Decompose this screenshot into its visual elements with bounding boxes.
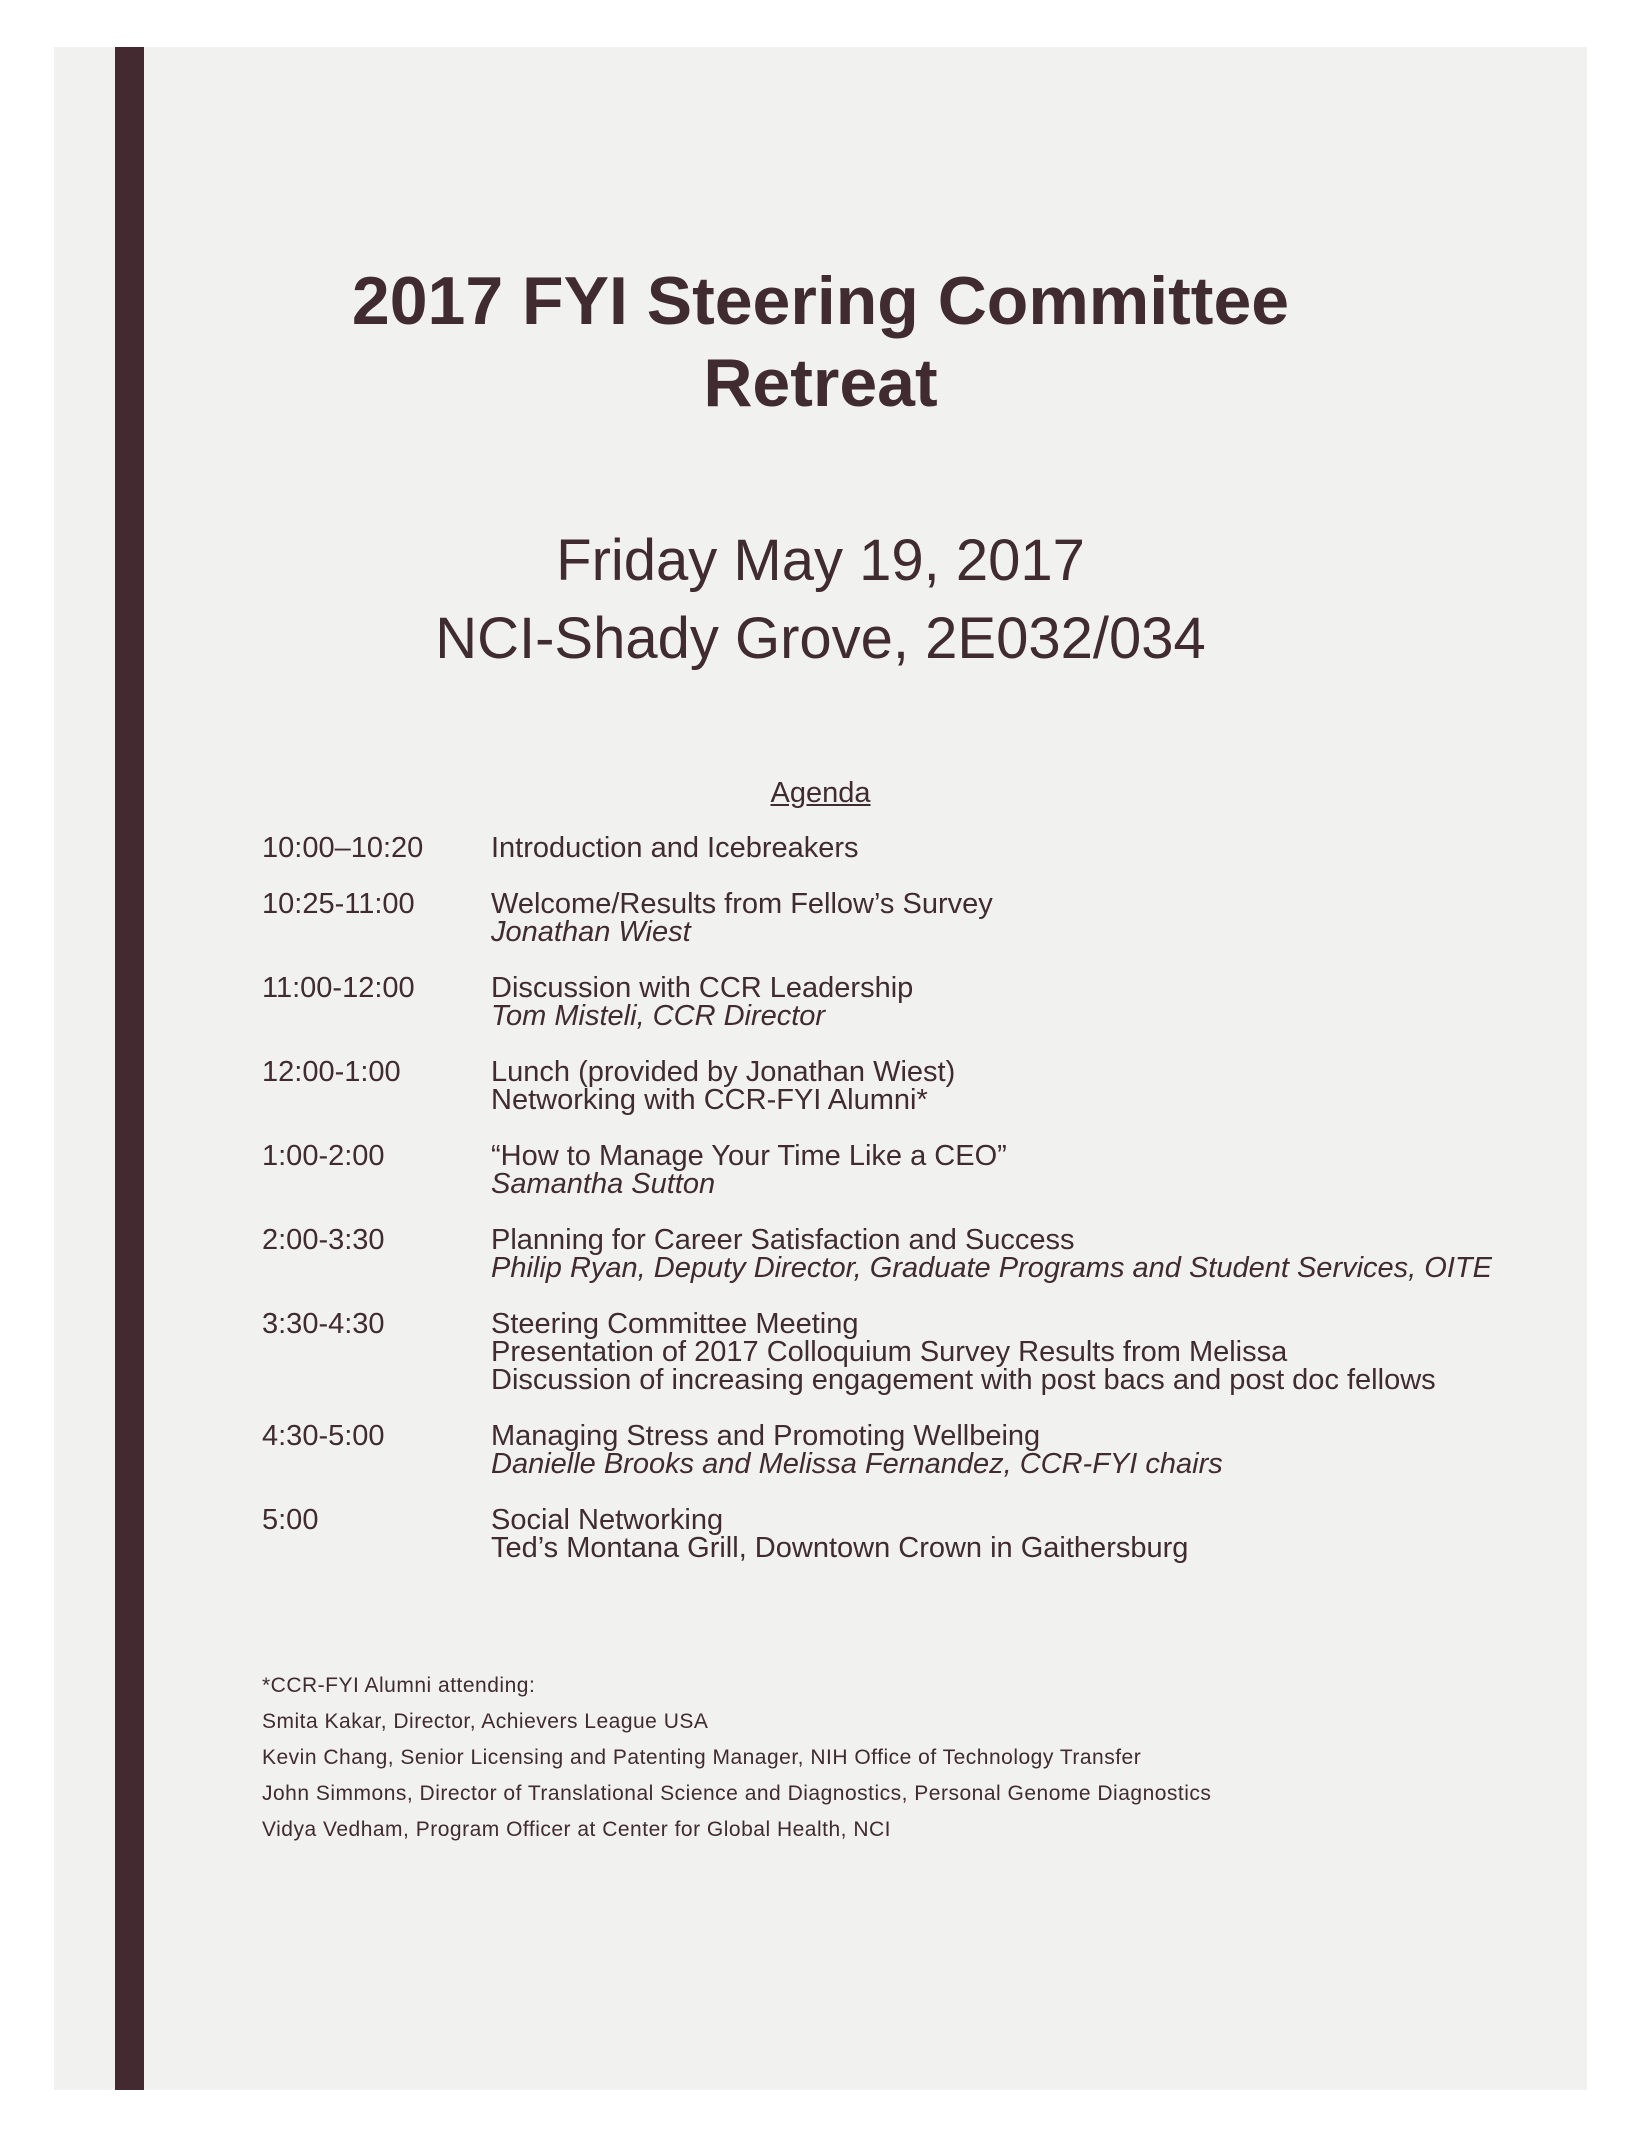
alumni-entry: John Simmons, Director of Translational Science and Diagnostics, Personal Genome Diagnostics — [262, 1782, 1212, 1805]
agenda-item-time: 2:00-3:30 — [262, 1224, 385, 1256]
agenda-item-presenter: Danielle Brooks and Melissa Fernandez, CCR-FYI chairs — [491, 1448, 1223, 1480]
agenda-item-description — [491, 834, 1552, 862]
agenda-item-detail: Discussion of increasing engagement with post bacs and post doc fellows — [491, 1364, 1436, 1396]
alumni-entry: Vidya Vedham, Program Officer at Center for Global Health, NCI — [262, 1818, 891, 1841]
agenda-heading: Agenda — [770, 777, 871, 809]
agenda-item-detail: Ted’s Montana Grill, Downtown Crown in Gaithersburg — [491, 1532, 1189, 1564]
agenda-item-presenter: Tom Misteli, CCR Director — [491, 1000, 826, 1032]
agenda-item-description — [491, 1142, 1552, 1198]
title-line-1: 2017 FYI Steering Committee — [351, 263, 1290, 339]
alumni-heading: *CCR-FYI Alumni attending: — [262, 1674, 536, 1697]
agenda-item — [262, 834, 1552, 862]
alumni-list — [262, 1668, 1211, 1848]
agenda-list — [262, 834, 1552, 1590]
document-page — [54, 47, 1587, 2090]
agenda-item-time: 1:00-2:00 — [262, 1140, 385, 1172]
page-title — [54, 260, 1587, 424]
agenda-item-presenter: Samantha Sutton — [491, 1168, 716, 1200]
agenda-item-title: Social Networking — [491, 1504, 724, 1536]
agenda-item — [262, 1310, 1552, 1394]
title-line-2: Retreat — [703, 345, 938, 421]
agenda-item-title: Introduction and Icebreakers — [491, 832, 859, 864]
agenda-item-time: 10:25-11:00 — [262, 888, 415, 920]
agenda-item-description — [491, 1310, 1552, 1394]
agenda-item-time: 12:00-1:00 — [262, 1056, 401, 1088]
agenda-item-title: Planning for Career Satisfaction and Success — [491, 1224, 1075, 1256]
event-date: Friday May 19, 2017 — [556, 528, 1085, 593]
agenda-item-presenter: Jonathan Wiest — [491, 916, 691, 948]
agenda-item-title: Managing Stress and Promoting Wellbeing — [491, 1420, 1041, 1452]
agenda-item-description — [491, 1226, 1552, 1282]
agenda-item-description — [491, 1506, 1552, 1562]
agenda-item-description — [491, 890, 1552, 946]
agenda-item-detail: Presentation of 2017 Colloquium Survey Results from Melissa — [491, 1336, 1288, 1368]
alumni-entry: Smita Kakar, Director, Achievers League USA — [262, 1710, 709, 1733]
agenda-item-title: Steering Committee Meeting — [491, 1308, 859, 1340]
agenda-item-detail: Networking with CCR-FYI Alumni* — [491, 1084, 928, 1116]
agenda-item-title: Welcome/Results from Fellow’s Survey — [491, 888, 993, 920]
agenda-item-title: Discussion with CCR Leadership — [491, 972, 914, 1004]
event-details — [54, 522, 1587, 678]
agenda-item — [262, 1506, 1552, 1562]
agenda-item-description — [491, 974, 1552, 1030]
agenda-item-time: 3:30-4:30 — [262, 1308, 385, 1340]
agenda-item-time: 11:00-12:00 — [262, 972, 415, 1004]
agenda-item — [262, 890, 1552, 946]
agenda-item — [262, 1422, 1552, 1478]
event-location: NCI-Shady Grove, 2E032/034 — [435, 606, 1206, 671]
agenda-item-presenter: Philip Ryan, Deputy Director, Graduate Programs and Student Services, OITE — [491, 1252, 1492, 1284]
agenda-item — [262, 974, 1552, 1030]
agenda-item-description — [491, 1058, 1552, 1114]
agenda-item — [262, 1226, 1552, 1282]
agenda-item-title: Lunch (provided by Jonathan Wiest) — [491, 1056, 956, 1088]
agenda-item — [262, 1058, 1552, 1114]
agenda-item-time: 4:30-5:00 — [262, 1420, 385, 1452]
agenda-item-description — [491, 1422, 1552, 1478]
agenda-item-title: “How to Manage Your Time Like a CEO” — [491, 1140, 1007, 1172]
agenda-item — [262, 1142, 1552, 1198]
agenda-item-time: 10:00–10:20 — [262, 832, 424, 864]
alumni-entry: Kevin Chang, Senior Licensing and Patenting Manager, NIH Office of Technology Transfer — [262, 1746, 1142, 1769]
agenda-item-time: 5:00 — [262, 1504, 319, 1536]
